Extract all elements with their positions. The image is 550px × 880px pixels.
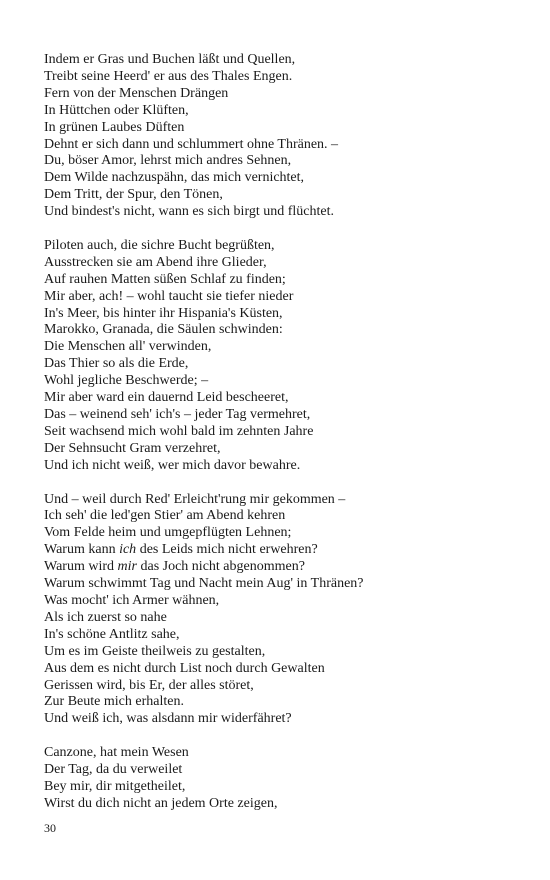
verse-line: Indem er Gras und Buchen läßt und Quellen, — [44, 52, 296, 67]
verse-line: Der Tag, da du verweilet — [44, 762, 183, 778]
verse-line: Was mocht' ich Armer wähnen, — [44, 592, 220, 608]
stanza — [44, 238, 514, 475]
verse-line: Canzone, hat mein Wesen — [44, 745, 189, 761]
verse-line: In Hüttchen oder Klüften, — [44, 102, 189, 118]
verse-line: In's Meer, bis hinter ihr Hispania's Küsten, — [44, 305, 283, 321]
verse-line: Dehnt er sich dann und schlummert ohne Thränen. – — [44, 136, 339, 152]
verse-line: Dem Tritt, der Spur, den Tönen, — [44, 187, 223, 203]
verse-line: Vom Felde heim und umgepflügten Lehnen; — [44, 525, 292, 541]
poem-body — [44, 52, 514, 813]
verse-line: Warum kann ich des Leids mich nicht erwehren? — [44, 542, 318, 558]
verse-line: Wohl jegliche Beschwerde; – — [44, 373, 209, 389]
verse-line: Gerissen wird, bis Er, der alles störet, — [44, 677, 254, 693]
verse-line: Und bindest's nicht, wann es sich birgt und flüchtet. — [44, 204, 335, 220]
verse-line: Marokko, Granada, die Säulen schwinden: — [44, 322, 283, 338]
verse-line: Das Thier so als die Erde, — [44, 356, 189, 372]
emphasis: mir — [117, 559, 137, 575]
verse-line: Die Menschen all' verwinden, — [44, 339, 212, 355]
verse-line: Aus dem es nicht durch List noch durch Gewalten — [44, 660, 325, 676]
emphasis: ich — [119, 542, 137, 558]
verse-line: Der Sehnsucht Gram verzehret, — [44, 440, 221, 456]
verse-line: Um es im Geiste theilweis zu gestalten, — [44, 643, 266, 659]
verse-line: Wirst du dich nicht an jedem Orte zeigen, — [44, 795, 278, 811]
stanza — [44, 492, 514, 729]
verse-line: Das – weinend seh' ich's – jeder Tag vermehret, — [44, 407, 311, 423]
verse-line: Warum schwimmt Tag und Nacht mein Aug' in Thränen? — [44, 576, 364, 592]
verse-line: Zur Beute mich erhalten. — [44, 694, 184, 710]
verse-line: Bey mir, dir mitgetheilet, — [44, 778, 186, 794]
verse-line: Fern von der Menschen Drängen — [44, 85, 229, 101]
verse-line: Als ich zuerst so nahe — [44, 609, 167, 625]
verse-line: Und – weil durch Red' Erleicht'rung mir gekommen – — [44, 491, 346, 507]
verse-line: Piloten auch, die sichre Bucht begrüßten, — [44, 237, 275, 253]
verse-line: Auf rauhen Matten süßen Schlaf zu finden; — [44, 271, 286, 287]
verse-line: In's schöne Antlitz sahe, — [44, 626, 180, 642]
verse-line: Du, böser Amor, lehrst mich andres Sehnen, — [44, 153, 292, 169]
verse-line: Dem Wilde nachzuspähn, das mich vernichtet, — [44, 170, 305, 186]
verse-line: Und ich nicht weiß, wer mich davor bewahre. — [44, 457, 301, 473]
verse-line: Mir aber ward ein dauernd Leid bescheeret, — [44, 390, 289, 406]
verse-line: Mir aber, ach! – wohl taucht sie tiefer nieder — [44, 288, 294, 304]
verse-line: Warum wird mir das Joch nicht abgenommen? — [44, 559, 305, 575]
stanza — [44, 52, 514, 221]
page-number: 30 — [44, 821, 56, 835]
verse-line: Seit wachsend mich wohl bald im zehnten Jahre — [44, 423, 314, 439]
verse-line: Ich seh' die led'gen Stier' am Abend kehren — [44, 508, 286, 524]
verse-line: In grünen Laubes Düften — [44, 119, 185, 135]
verse-line: Und weiß ich, was alsdann mir widerfähret? — [44, 711, 292, 727]
verse-line: Treibt seine Heerd' er aus des Thales Engen. — [44, 68, 293, 84]
stanza — [44, 745, 514, 813]
verse-line: Ausstrecken sie am Abend ihre Glieder, — [44, 254, 267, 270]
